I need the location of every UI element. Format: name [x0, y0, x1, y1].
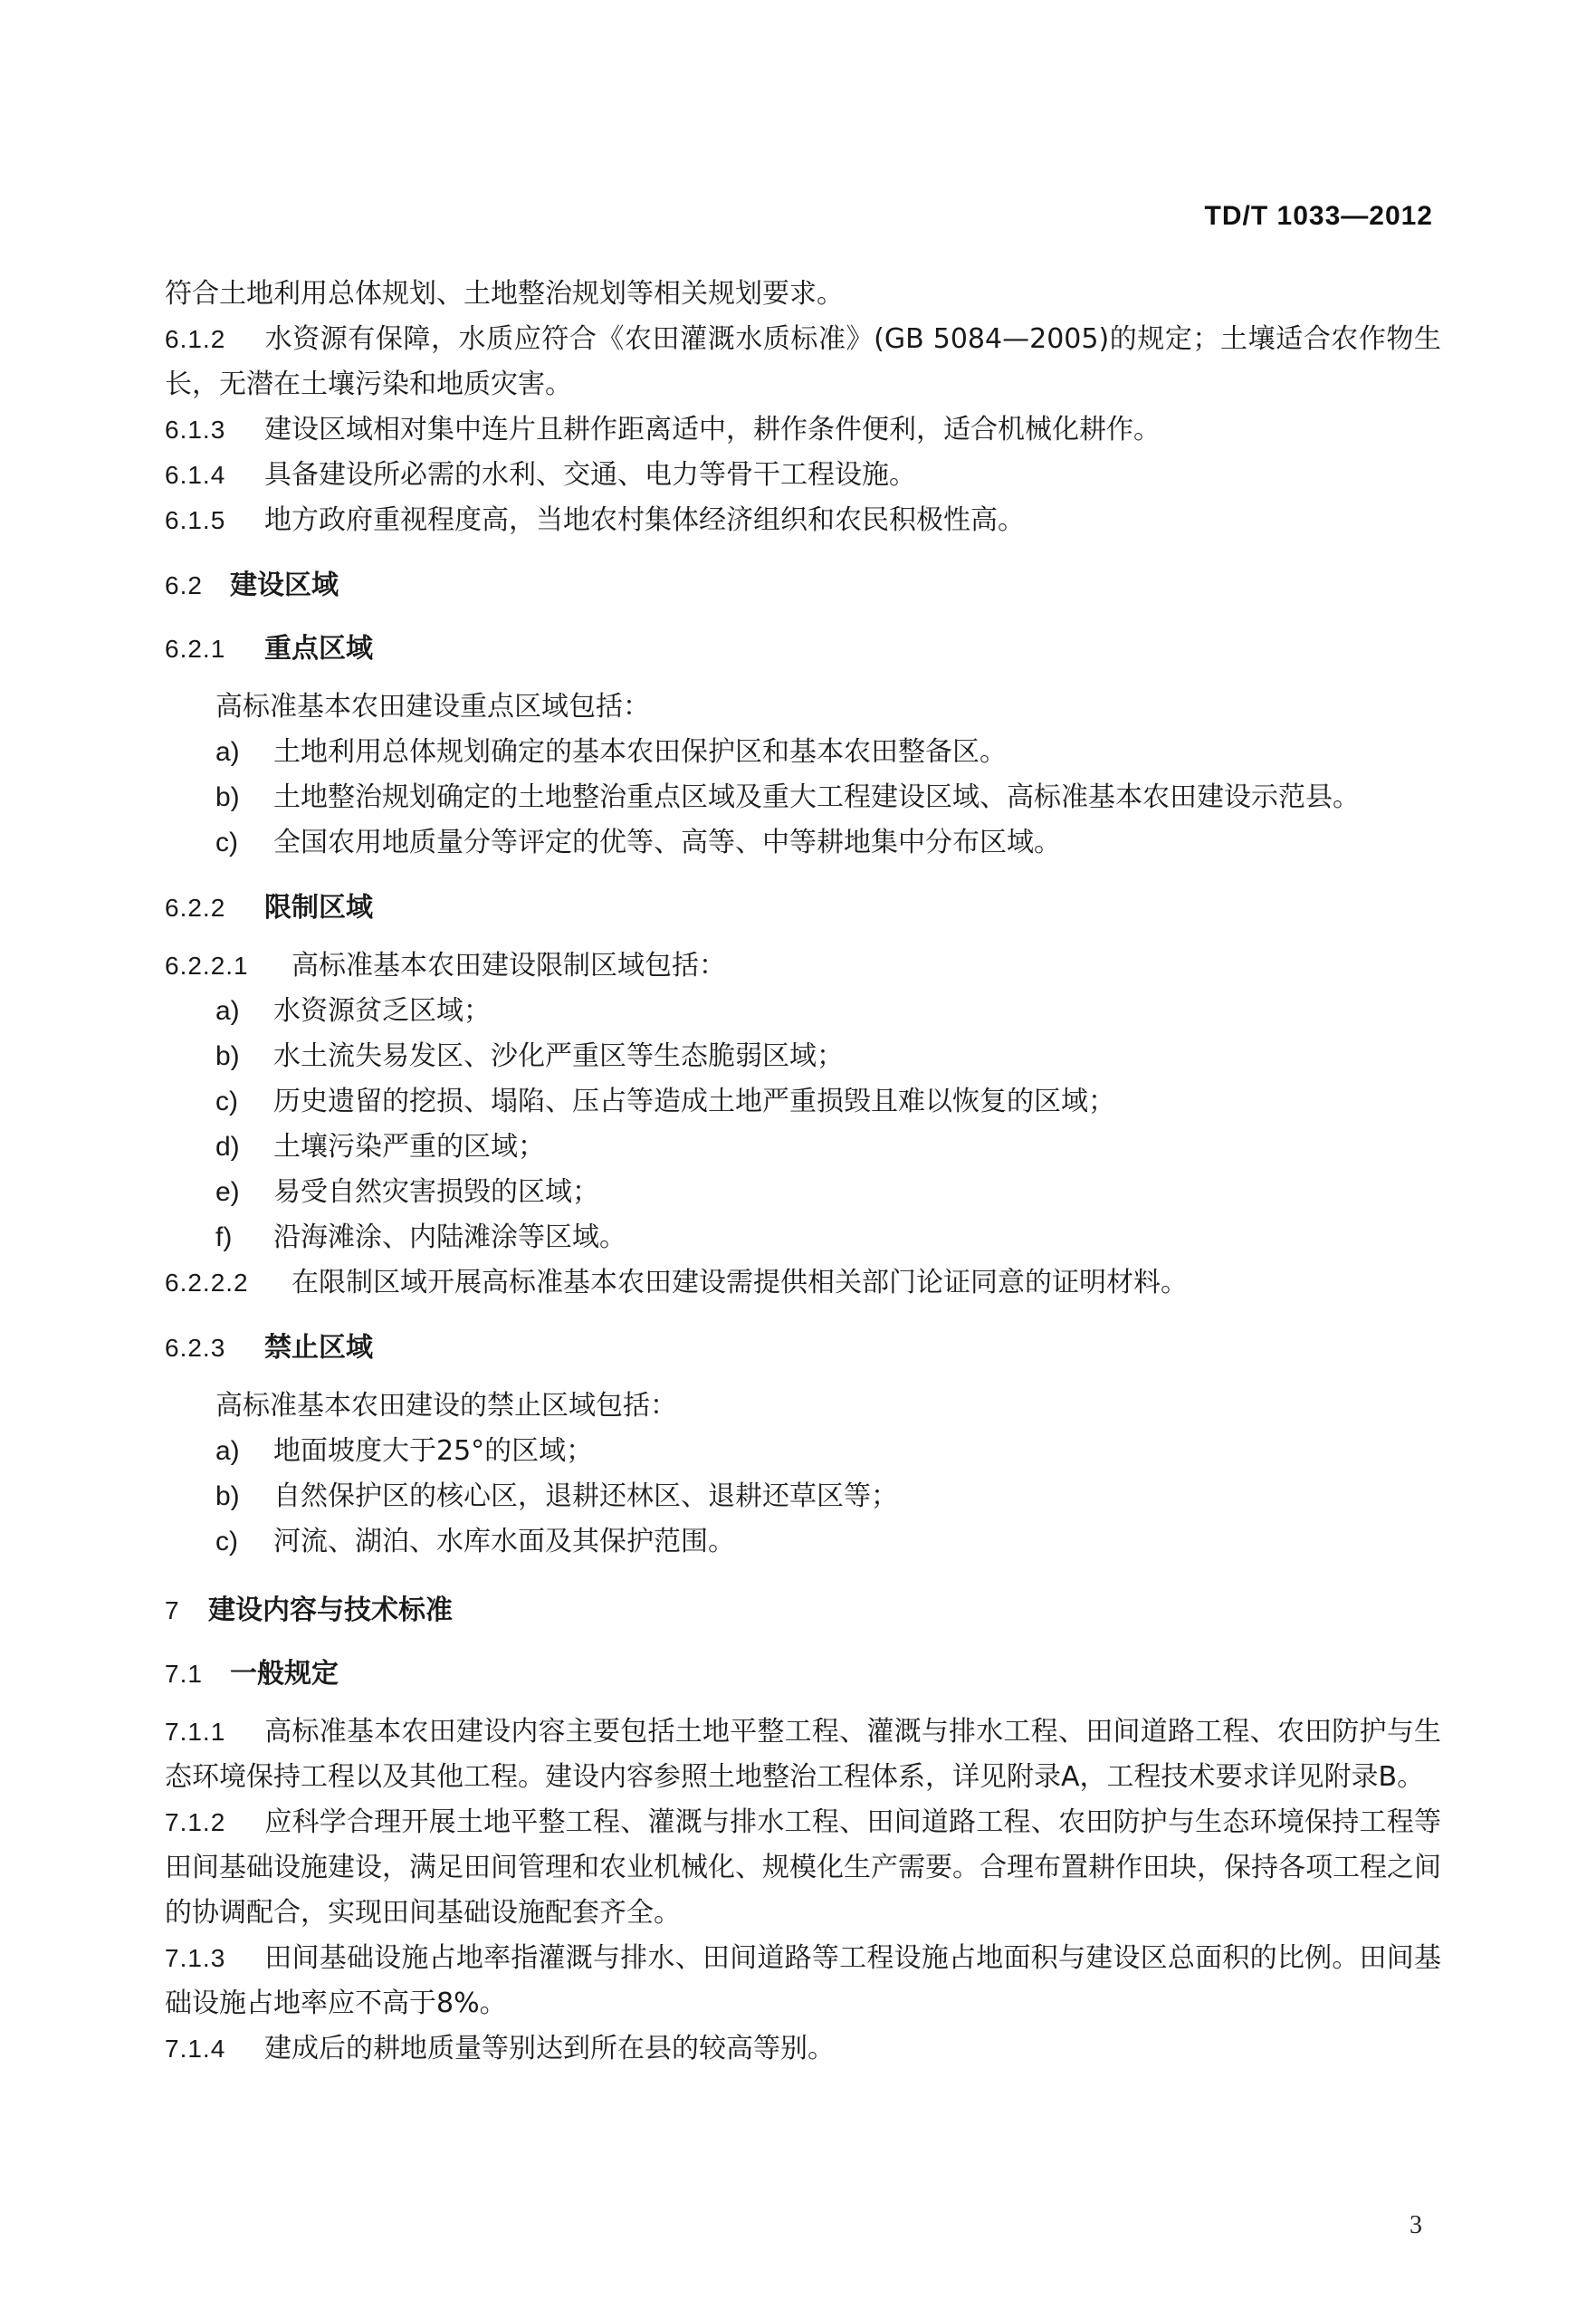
list-label: b): [215, 1481, 240, 1511]
list-item: [165, 1474, 1441, 1519]
clause-text: 应科学合理开展土地平整工程、灌溉与排水工程、田间道路工程、农田防护与生态环境保持工程等田间基础设施建设，满足田间管理和农业机械化、规模化生产需要。合理布置耕作田块，保持各项工程之间的协调配合，实现田间基础设施配套齐全。: [165, 1806, 1441, 1929]
section-number: 7.1: [165, 1660, 203, 1688]
section-title: 一般规定: [230, 1658, 339, 1690]
clause-text: 田间基础设施占地率指灌溉与排水、田间道路等工程设施占地面积与建设区总面积的比例。田间基础设施占地率应不高于8%。: [165, 1942, 1441, 2019]
clause-text: 高标准基本农田建设限制区域包括：: [291, 950, 726, 982]
list-label: c): [215, 828, 238, 857]
section-heading-6-2-1: [165, 627, 1441, 672]
clause-6-1-2: [165, 317, 1441, 407]
list-item: [165, 730, 1441, 775]
list-text: 沿海滩涂、内陆滩涂等区域。: [273, 1221, 626, 1253]
list-text: 水土流失易发区、沙化严重区等生态脆弱区域；: [273, 1040, 844, 1072]
standard-code: TD/T 1033—2012: [1204, 201, 1433, 231]
clause-number: 6.2.2.1: [165, 952, 249, 980]
list-item: [165, 1034, 1441, 1079]
list-text: 土地整治规划确定的土地整治重点区域及重大工程建设区域、高标准基本农田建设示范县。: [273, 781, 1360, 813]
section-number: 6.2: [165, 571, 203, 599]
clause-text: 地方政府重视程度高，当地农村集体经济组织和农民积极性高。: [264, 504, 1025, 536]
clause-number: 6.1.4: [165, 461, 226, 489]
chapter-number: 7: [165, 1596, 180, 1624]
list-label: e): [215, 1177, 240, 1207]
clause-text: 建设区域相对集中连片且耕作距离适中，耕作条件便利，适合机械化耕作。: [264, 414, 1161, 445]
clause-text: 具备建设所必需的水利、交通、电力等骨干工程设施。: [264, 459, 916, 491]
clause-7-1-1: [165, 1710, 1441, 1800]
list-text: 地面坡度大于25°的区域；: [273, 1435, 594, 1467]
list-item: [165, 1170, 1441, 1215]
section-title: 禁止区域: [264, 1332, 373, 1364]
list-label: d): [215, 1132, 240, 1162]
section-title: 限制区域: [264, 892, 373, 924]
list-text: 河流、湖泊、水库水面及其保护范围。: [273, 1526, 735, 1557]
clause-number: 7.1.2: [165, 1808, 226, 1836]
section-number: 6.2.1: [165, 635, 226, 663]
clause-number: 6.2.2.2: [165, 1269, 249, 1297]
list-text: 自然保护区的核心区，退耕还林区、退耕还草区等；: [273, 1480, 898, 1512]
clause-text: 建成后的耕地质量等别达到所在县的较高等别。: [264, 2033, 835, 2064]
list-label: a): [215, 1436, 240, 1466]
section-number: 6.2.3: [165, 1334, 226, 1362]
list-item: [165, 1079, 1441, 1125]
chapter-heading-7: [165, 1588, 1441, 1633]
list-label: a): [215, 737, 240, 767]
clause-text: 水资源有保障，水质应符合《农田灌溉水质标准》(GB 5084—2005)的规定；土壤适合农作物生长，无潜在土壤污染和地质灾害。: [165, 323, 1441, 400]
clause-6-2-2-1: [165, 943, 1441, 989]
clause-7-1-2: [165, 1800, 1441, 1936]
clause-number: 7.1.3: [165, 1944, 226, 1972]
section-heading-6-2: [165, 563, 1441, 608]
paragraph: 高标准基本农田建设重点区域包括：: [215, 691, 650, 723]
clause-text: 高标准基本农田建设内容主要包括土地平整工程、灌溉与排水工程、田间道路工程、农田防护与生态环境保持工程以及其他工程。建设内容参照土地整治工程体系，详见附录A，工程技术要求详见附录B。: [165, 1716, 1441, 1793]
list-label: f): [215, 1222, 233, 1252]
clause-number: 7.1.4: [165, 2035, 226, 2063]
list-item: [165, 1215, 1441, 1260]
page-content: [165, 272, 1441, 2072]
list-text: 全国农用地质量分等评定的优等、高等、中等耕地集中分布区域。: [273, 827, 1061, 858]
section-heading-6-2-3: [165, 1326, 1441, 1371]
clause-number: 6.1.3: [165, 416, 226, 444]
list-item: [165, 1519, 1441, 1565]
list-label: c): [215, 1087, 238, 1116]
list-text: 易受自然灾害损毁的区域；: [273, 1176, 599, 1208]
clause-7-1-3: [165, 1936, 1441, 2026]
list-text: 土地利用总体规划确定的基本农田保护区和基本农田整备区。: [273, 736, 1007, 768]
list-label: b): [215, 1041, 240, 1071]
clause-text: 在限制区域开展高标准基本农田建设需提供相关部门论证同意的证明材料。: [291, 1267, 1188, 1298]
page-number: 3: [1410, 2211, 1422, 2239]
list-item: [165, 1429, 1441, 1474]
clause-number: 7.1.1: [165, 1718, 226, 1746]
list-text: 水资源贫乏区域；: [273, 995, 491, 1027]
clause-6-1-5: [165, 498, 1441, 543]
section-heading-7-1: [165, 1652, 1441, 1697]
clause-6-1-3: [165, 407, 1441, 453]
list-item: [165, 1125, 1441, 1170]
clause-7-1-4: [165, 2026, 1441, 2072]
section-title: 建设区域: [230, 570, 339, 601]
list-item: [165, 820, 1441, 866]
paragraph: 高标准基本农田建设的禁止区域包括：: [215, 1390, 677, 1422]
list-label: c): [215, 1527, 238, 1557]
list-text: 历史遗留的挖损、塌陷、压占等造成土地严重损毁且难以恢复的区域；: [273, 1086, 1115, 1117]
list-text: 土壤污染严重的区域；: [273, 1131, 545, 1163]
section-title: 重点区域: [264, 633, 373, 665]
clause-6-1-4: [165, 453, 1441, 498]
paragraph: 符合土地利用总体规划、土地整治规划等相关规划要求。: [165, 278, 844, 310]
chapter-title: 建设内容与技术标准: [208, 1595, 453, 1626]
section-number: 6.2.2: [165, 894, 226, 922]
list-item: [165, 989, 1441, 1034]
clause-6-2-2-2: [165, 1260, 1441, 1306]
section-heading-6-2-2: [165, 886, 1441, 931]
clause-number: 6.1.5: [165, 506, 226, 534]
list-label: a): [215, 996, 240, 1026]
list-label: b): [215, 782, 240, 812]
clause-number: 6.1.2: [165, 325, 226, 353]
list-item: [165, 775, 1441, 820]
